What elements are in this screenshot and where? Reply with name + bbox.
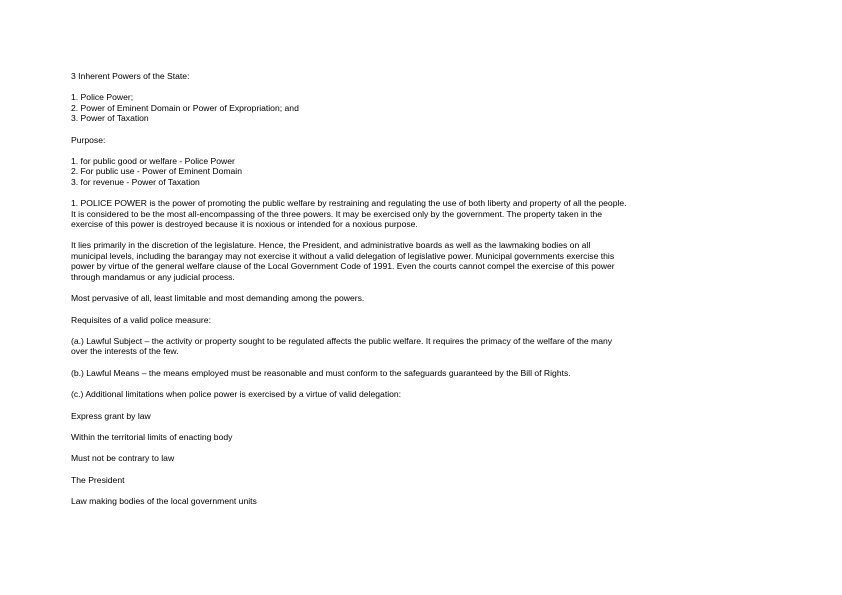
paragraph-line: (a.) Lawful Subject – the activity or property sought to be regulated affects the public welfare. It requires the primacy of the welfare of the many (71, 335, 613, 346)
purpose-item: 3. for revenue - Power of Taxation (71, 176, 200, 187)
paragraph-line: Most pervasive of all, least limitable and most demanding among the powers. (71, 293, 365, 304)
lawful-subject-paragraph (71, 336, 731, 357)
paragraph-line: (c.) Additional limitations when police power is exercised by a virtue of valid delegation: (71, 389, 402, 400)
purpose-item: 1. for public good or welfare - Police Power (71, 156, 235, 167)
police-power-definition (71, 198, 731, 229)
not-contrary-item (71, 453, 731, 463)
paragraph-line: Within the territorial limits of enacting body (71, 431, 233, 442)
president-item (71, 475, 731, 485)
express-grant-item (71, 411, 731, 421)
paragraph-line: The President (71, 474, 125, 485)
paragraph-line: Must not be contrary to law (71, 453, 175, 464)
law-making-item (71, 496, 731, 506)
territorial-item (71, 432, 731, 442)
paragraph-line: power by virtue of the general welfare clause of the Local Government Code of 1991. Even the courts cannot compel the exercise of this power (71, 261, 615, 272)
paragraph-line: over the interests of the few. (71, 346, 179, 357)
document-page (71, 71, 731, 507)
purpose-label-text: Purpose: (71, 134, 106, 145)
legislature-paragraph (71, 240, 731, 282)
paragraph-line: Express grant by law (71, 410, 151, 421)
heading-text: 3 Inherent Powers of the State: (71, 71, 190, 81)
power-item: 1. Police Power; (71, 92, 134, 103)
paragraph-line: Law making bodies of the local government units (71, 496, 257, 507)
paragraph-line: It lies primarily in the discretion of the legislature. Hence, the President, and administrative boards as well as the lawmaking bodies on all (71, 240, 591, 251)
additional-limitations-paragraph (71, 389, 731, 399)
requisites-label-text: Requisites of a valid police measure: (71, 314, 211, 325)
power-item: 2. Power of Eminent Domain or Power of Expropriation; and (71, 102, 299, 113)
paragraph-line: exercise of this power is destroyed because it is noxious or intended for a noxious purpose. (71, 219, 418, 230)
powers-list (71, 92, 731, 123)
lawful-means-paragraph (71, 368, 731, 378)
requisites-label (71, 315, 731, 325)
heading (71, 71, 731, 81)
paragraph-line: through mandamus or any judicial process. (71, 271, 235, 282)
paragraph-line: It is considered to be the most all-encompassing of the three powers. It may be exercised only by the government. The property taken in the (71, 208, 603, 219)
paragraph-line: municipal levels, including the barangay may not exercise it without a valid delegation of legislative power. Municipal governments exercise this (71, 250, 615, 261)
paragraph-line: (b.) Lawful Means – the means employed must be reasonable and must conform to the safeguards guaranteed by the Bill of Rights. (71, 367, 571, 378)
pervasive-paragraph (71, 293, 731, 303)
purposes-list (71, 156, 731, 187)
purpose-label (71, 135, 731, 145)
purpose-item: 2. For public use - Power of Eminent Domain (71, 166, 242, 177)
paragraph-line: 1. POLICE POWER is the power of promoting the public welfare by restraining and regulating the use of both liberty and property of all the people. (71, 198, 627, 209)
power-item: 3. Power of Taxation (71, 113, 149, 124)
